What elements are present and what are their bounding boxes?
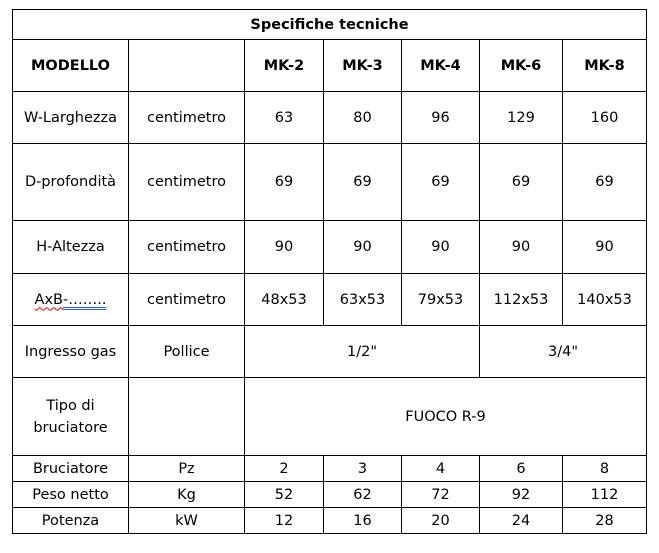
- table-title: Specifiche tecniche: [13, 10, 647, 40]
- row-label-main: AxB: [34, 291, 63, 308]
- cell-value: 16: [324, 508, 402, 534]
- cell-value: 90: [402, 221, 480, 274]
- cell-value: 48x53: [245, 274, 324, 326]
- cell-value: 4: [402, 456, 480, 482]
- row-label: Potenza: [13, 508, 129, 534]
- cell-value: 72: [402, 482, 480, 508]
- row-label: Bruciatore: [13, 456, 129, 482]
- cell-value: 8: [563, 456, 647, 482]
- cell-value: 69: [324, 144, 402, 221]
- cell-value: 140x53: [563, 274, 647, 326]
- table-row: [13, 378, 647, 456]
- row-label: D-profondità: [13, 144, 129, 221]
- cell-value: 69: [563, 144, 647, 221]
- model-header: MODELLO: [13, 40, 129, 92]
- cell-value: 112x53: [480, 274, 563, 326]
- cell-value: 112: [563, 482, 647, 508]
- cell-value: 69: [402, 144, 480, 221]
- row-label-dots: -……..: [63, 291, 107, 308]
- cell-value: 24: [480, 508, 563, 534]
- table-row: [13, 456, 647, 482]
- cell-value: 96: [402, 92, 480, 144]
- row-label: Ingresso gas: [13, 326, 129, 378]
- cell-value: 52: [245, 482, 324, 508]
- cell-value: 69: [245, 144, 324, 221]
- cell-value-merged: 3/4": [480, 326, 647, 378]
- cell-value-merged: FUOCO R-9: [245, 378, 647, 456]
- cell-value: 63: [245, 92, 324, 144]
- row-label: W-Larghezza: [13, 92, 129, 144]
- cell-value: 92: [480, 482, 563, 508]
- row-label: Peso netto: [13, 482, 129, 508]
- cell-value: 69: [480, 144, 563, 221]
- model-mk2-header: MK-2: [245, 40, 324, 92]
- cell-value: 63x53: [324, 274, 402, 326]
- table-row: [13, 221, 647, 274]
- table-row: [13, 482, 647, 508]
- row-unit: centimetro: [129, 144, 245, 221]
- cell-value: 129: [480, 92, 563, 144]
- cell-value: 80: [324, 92, 402, 144]
- row-unit: Pollice: [129, 326, 245, 378]
- cell-value: 6: [480, 456, 563, 482]
- title-row: [13, 10, 647, 40]
- row-unit: kW: [129, 508, 245, 534]
- table-row: [13, 92, 647, 144]
- row-unit: centimetro: [129, 92, 245, 144]
- cell-value: 79x53: [402, 274, 480, 326]
- cell-value: 90: [324, 221, 402, 274]
- table-row: [13, 274, 647, 326]
- row-label: Tipo di bruciatore: [13, 378, 129, 456]
- cell-value: 2: [245, 456, 324, 482]
- cell-value: 90: [480, 221, 563, 274]
- cell-value: 90: [245, 221, 324, 274]
- model-mk6-header: MK-6: [480, 40, 563, 92]
- cell-value: 12: [245, 508, 324, 534]
- cell-value: 90: [563, 221, 647, 274]
- spec-table: [12, 9, 647, 534]
- cell-value: 20: [402, 508, 480, 534]
- table-row: [13, 144, 647, 221]
- cell-value: 28: [563, 508, 647, 534]
- row-unit: centimetro: [129, 221, 245, 274]
- cell-value: 62: [324, 482, 402, 508]
- row-label: H-Altezza: [13, 221, 129, 274]
- cell-value: 3: [324, 456, 402, 482]
- row-unit: Kg: [129, 482, 245, 508]
- row-unit: centimetro: [129, 274, 245, 326]
- row-label: [13, 274, 129, 326]
- model-mk8-header: MK-8: [563, 40, 647, 92]
- row-unit: [129, 378, 245, 456]
- header-row: [13, 40, 647, 92]
- unit-header: [129, 40, 245, 92]
- table-row: [13, 508, 647, 534]
- table-row: [13, 326, 647, 378]
- row-unit: Pz: [129, 456, 245, 482]
- model-mk4-header: MK-4: [402, 40, 480, 92]
- cell-value: 160: [563, 92, 647, 144]
- model-mk3-header: MK-3: [324, 40, 402, 92]
- cell-value-merged: 1/2": [245, 326, 480, 378]
